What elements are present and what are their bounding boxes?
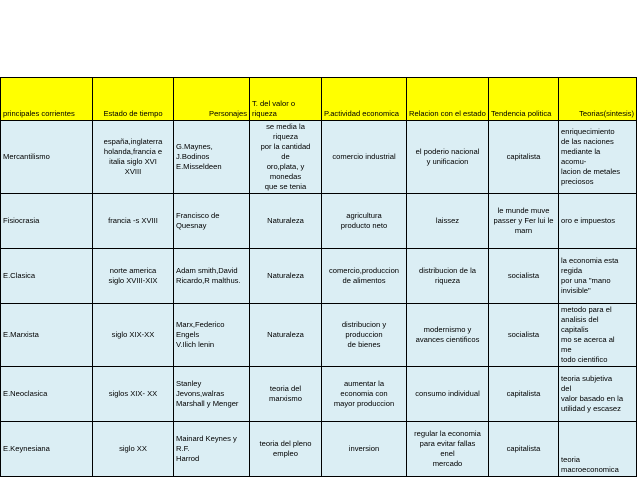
cell-line: siglo XVIII-XIX [108,276,158,286]
cell-line: mercado [432,459,463,469]
cell-line: de las naciones [561,137,614,147]
estado-cell [407,121,489,194]
actividad-cell [322,194,407,249]
cell-line: empleo [273,449,298,459]
corriente-cell: E.Marxista [1,304,93,367]
cell-line: aumentar la [343,379,385,389]
cell-line: valor basado en la [561,394,624,404]
corriente-cell: E.Clasica [1,249,93,304]
table-row [1,121,637,194]
estado-cell [407,249,489,304]
cell-line: siglos XIX- XX [108,389,158,399]
valor-cell [250,422,322,477]
cell-line: Jevons,walras [176,389,225,399]
cell-line: norte america [109,266,157,276]
teorias-cell [559,194,637,249]
cell-line: mediante la [561,147,601,157]
cell-line: analisis del [561,315,599,325]
cell-line: de alimentos [342,276,386,286]
tiempo-cell [93,194,174,249]
tiempo-cell [93,367,174,422]
cell-line: agricultura [346,211,382,221]
table-row [1,194,637,249]
table-row [1,367,637,422]
cell-line: que se tenia [264,182,307,192]
cell-line: lacion de metales [561,167,621,177]
header-cell: Relacion con el estado [407,78,489,121]
cell-line: R.F. [176,444,190,454]
cell-line: V.Ilich lenin [176,340,215,350]
cell-line: italia siglo XVI [109,157,157,167]
cell-line: le munde muve [497,206,550,216]
table-row [1,304,637,367]
cell-line: marn [514,226,533,236]
cell-line: el poderio nacional [415,147,480,157]
tendencia-cell [489,249,559,304]
cell-line: de bienes [347,340,381,350]
cell-line: laissez [435,216,460,226]
table-row [1,249,637,304]
header-cell: Teorias(sintesis) [559,78,637,121]
cell-line: comercio industrial [332,152,396,162]
cell-line: avances cientificos [415,335,480,345]
cell-line: oro,plata, y [266,162,305,172]
cell-line: para evitar fallas [419,439,476,449]
cell-line: oro e impuestos [561,216,616,226]
cell-line: distribucion y [341,320,387,330]
cell-line: preciosos [561,177,594,187]
cell-line: capitalista [506,152,541,162]
tiempo-cell [93,121,174,194]
cell-line: todo cientifico [561,355,608,365]
cell-line: Francisco de [176,211,220,221]
cell-line: Adam smith,David [176,266,238,276]
personajes-cell [174,194,250,249]
cell-line: XVIII [124,167,142,177]
cell-line: distribucion de la [419,266,476,276]
cell-line: capitalista [506,444,541,454]
table-row [1,422,637,477]
cell-line: francia -s XVIII [108,216,158,226]
valor-cell [250,249,322,304]
estado-cell [407,304,489,367]
actividad-cell [322,367,407,422]
cell-line: Stanley [176,379,202,389]
header-cell: T. del valor o riqueza [250,78,322,121]
estado-cell [407,194,489,249]
estado-cell [407,367,489,422]
cell-line: modernismo y [423,325,472,335]
cell-line: Quesnay [176,221,207,231]
cell-line: socialista [507,271,540,281]
cell-line: macroeconomica [561,465,619,475]
tendencia-cell [489,121,559,194]
cell-line: la economia esta [561,256,619,266]
header-row [1,78,637,121]
cell-line: monedas [269,172,302,182]
corriente-cell: Fisiocrasia [1,194,93,249]
estado-cell [407,422,489,477]
cell-line: por una "mano [561,276,611,286]
tiempo-cell [93,249,174,304]
cell-line: Naturaleza [267,216,304,226]
valor-cell [250,367,322,422]
cell-line: siglo XX [119,444,147,454]
personajes-cell [174,304,250,367]
actividad-cell [322,249,407,304]
comparison-table [0,77,637,477]
tendencia-cell [489,422,559,477]
teorias-cell [559,304,637,367]
cell-line: siglo XIX-XX [111,330,155,340]
cell-line: produccion [345,330,383,340]
actividad-cell [322,304,407,367]
actividad-cell [322,121,407,194]
tiempo-cell [93,304,174,367]
cell-line: E.Misseldeen [176,162,222,172]
cell-line: se media la [266,122,305,131]
actividad-cell [322,422,407,477]
tendencia-cell [489,304,559,367]
personajes-cell [174,422,250,477]
valor-cell [250,121,322,194]
cell-line: riqueza [273,132,298,142]
cell-line: economia con [340,389,388,399]
cell-line: utilidad y escasez [561,404,621,414]
cell-line: G.Maynes, [176,142,213,152]
cell-line: teoria del [269,384,302,394]
teorias-cell [559,367,637,422]
cell-line: comercio,produccion [328,266,400,276]
tiempo-cell [93,422,174,477]
tendencia-cell [489,194,559,249]
cell-line: capitalista [506,389,541,399]
cell-line: me [561,345,572,355]
cell-line: teoria del pleno [259,439,312,449]
cell-line: J.Bodinos [176,152,210,162]
cell-line: Mainard Keynes y [176,434,237,444]
cell-line: Marx,Federico [176,320,225,330]
cell-line: de [281,152,290,162]
corriente-cell: Mercantilismo [1,121,93,194]
cell-line: teoria subjetiva [561,374,613,384]
corriente-cell: E.Keynesiana [1,422,93,477]
table-container [0,77,638,477]
cell-line: mo se acerca al [561,335,615,345]
cell-line: capitalis [561,325,589,335]
cell-line: por la cantidad [260,142,311,152]
cell-line: regida [561,266,583,276]
cell-line: inversion [348,444,380,454]
personajes-cell [174,249,250,304]
teorias-cell [559,121,637,194]
cell-line: Engels [176,330,200,340]
cell-line: invisible" [561,286,591,296]
cell-line: Naturaleza [267,330,304,340]
valor-cell [250,194,322,249]
header-cell: principales corrientes [1,78,93,121]
cell-line: del [561,384,572,394]
cell-line: holanda,francia e [103,147,163,157]
cell-line: regular la economia [414,429,481,439]
cell-line: marxismo [269,394,302,404]
header-cell: Tendencia politica [489,78,559,121]
personajes-cell [174,121,250,194]
valor-cell [250,304,322,367]
cell-line: mayor produccion [333,399,395,409]
cell-line: socialista [507,330,540,340]
header-cell: P.actividad economica [322,78,407,121]
header-cell: Estado de tiempo [93,78,174,121]
cell-line: y unificacion [426,157,469,167]
teorias-cell [559,249,637,304]
tendencia-cell [489,367,559,422]
cell-line: riqueza [435,276,460,286]
cell-line: Naturaleza [267,271,304,281]
personajes-cell [174,367,250,422]
teorias-cell [559,422,637,477]
cell-line: teoria [561,455,580,465]
cell-line: españa,inglaterra [103,137,163,147]
cell-line: Marshall y Menger [176,399,239,409]
cell-line: producto neto [340,221,388,231]
cell-line: Ricardo,R malthus. [176,276,241,286]
cell-line: Harrod [176,454,200,464]
cell-line: enriquecimiento [561,127,615,136]
header-cell: Personajes [174,78,250,121]
cell-line: metodo para el [561,305,612,315]
cell-line: acomu- [561,157,587,167]
cell-line: consumo individual [415,389,480,399]
corriente-cell: E.Neoclasica [1,367,93,422]
cell-line: passer y Fer lui le [493,216,554,226]
cell-line: enel [440,449,455,459]
